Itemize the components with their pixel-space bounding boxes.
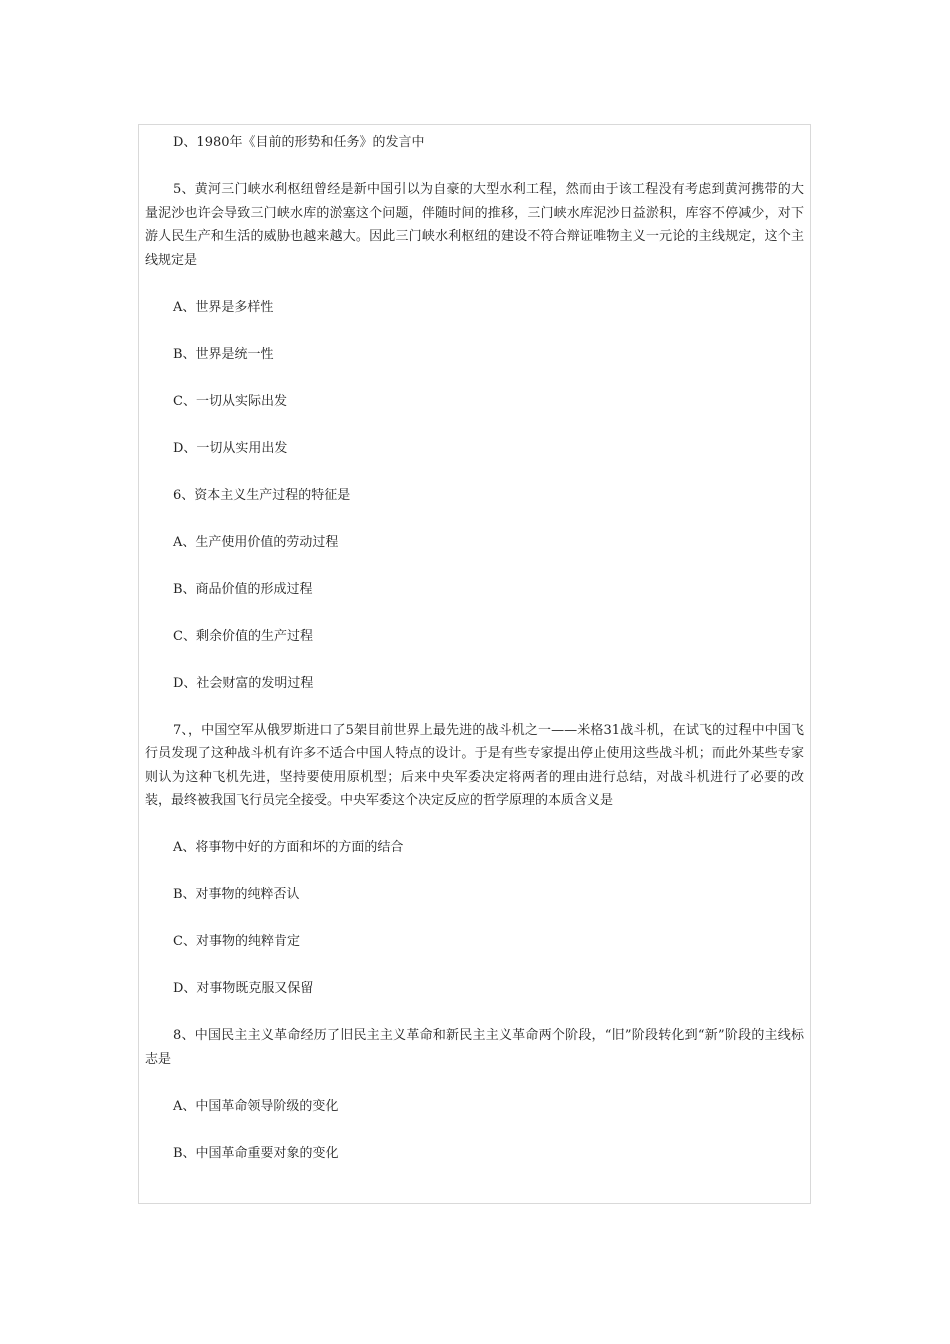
question-6: 6、资本主义生产过程的特征是 — [173, 487, 351, 503]
option-b-q8: B、中国革命重要对象的变化 — [173, 1145, 339, 1161]
option-b-q5: B、世界是统一性 — [173, 346, 274, 362]
option-d-q6: D、社会财富的发明过程 — [173, 675, 314, 691]
option-a-q6: A、生产使用价值的劳动过程 — [173, 534, 339, 550]
document-content — [139, 125, 810, 1165]
question-8: 8、中国民主主义革命经历了旧民主主义革命和新民主主义革命两个阶段，“旧”阶段转化到“新”阶段的主线标志是 — [145, 1028, 804, 1067]
option-d-q5: D、一切从实用出发 — [173, 440, 288, 456]
option-c-q5: C、一切从实际出发 — [173, 393, 287, 409]
option-a-q7: A、将事物中好的方面和坏的方面的结合 — [173, 840, 404, 855]
option-a-q8: A、中国革命领导阶级的变化 — [173, 1098, 339, 1114]
option-d-q4: D、1980年《目前的形势和任务》的发言中 — [173, 135, 425, 150]
option-b-q6: B、商品价值的形成过程 — [173, 581, 313, 597]
document-frame — [138, 124, 811, 1204]
question-5: 5、黄河三门峡水利枢纽曾经是新中国引以为自豪的大型水利工程，然而由于该工程没有考虑到黄河携带的大量泥沙也许会导致三门峡水库的淤塞这个问题，伴随时间的推移，三门峡水库泥沙日益淤积，库容不停减少，对下游人民生产和生活的威胁也越来越大。因此三门峡水利枢纽的建设不符合辩证唯物主义一元论的主线规定，这个主线规定是 — [145, 182, 804, 268]
option-a-q5: A、世界是多样性 — [173, 299, 274, 315]
option-c-q6: C、剩余价值的生产过程 — [173, 628, 313, 644]
question-7: 7、，中国空军从俄罗斯进口了5架目前世界上最先进的战斗机之一——米格31战斗机，在试飞的过程中中国飞行员发现了这种战斗机有许多不适合中国人特点的设计。于是有些专家提出停止使用这些战斗机；而此外某些专家则认为这种飞机先进，坚持要使用原机型；后来中央军委决定将两者的理由进行总结，对战斗机进行了必要的改装，最终被我国飞行员完全接受。中央军委这个决定反应的哲学原理的本质含义是 — [145, 722, 804, 808]
option-d-q7: D、对事物既克服又保留 — [173, 981, 314, 996]
option-c-q7: C、对事物的纯粹肯定 — [173, 934, 300, 949]
option-b-q7: B、对事物的纯粹否认 — [173, 887, 300, 902]
